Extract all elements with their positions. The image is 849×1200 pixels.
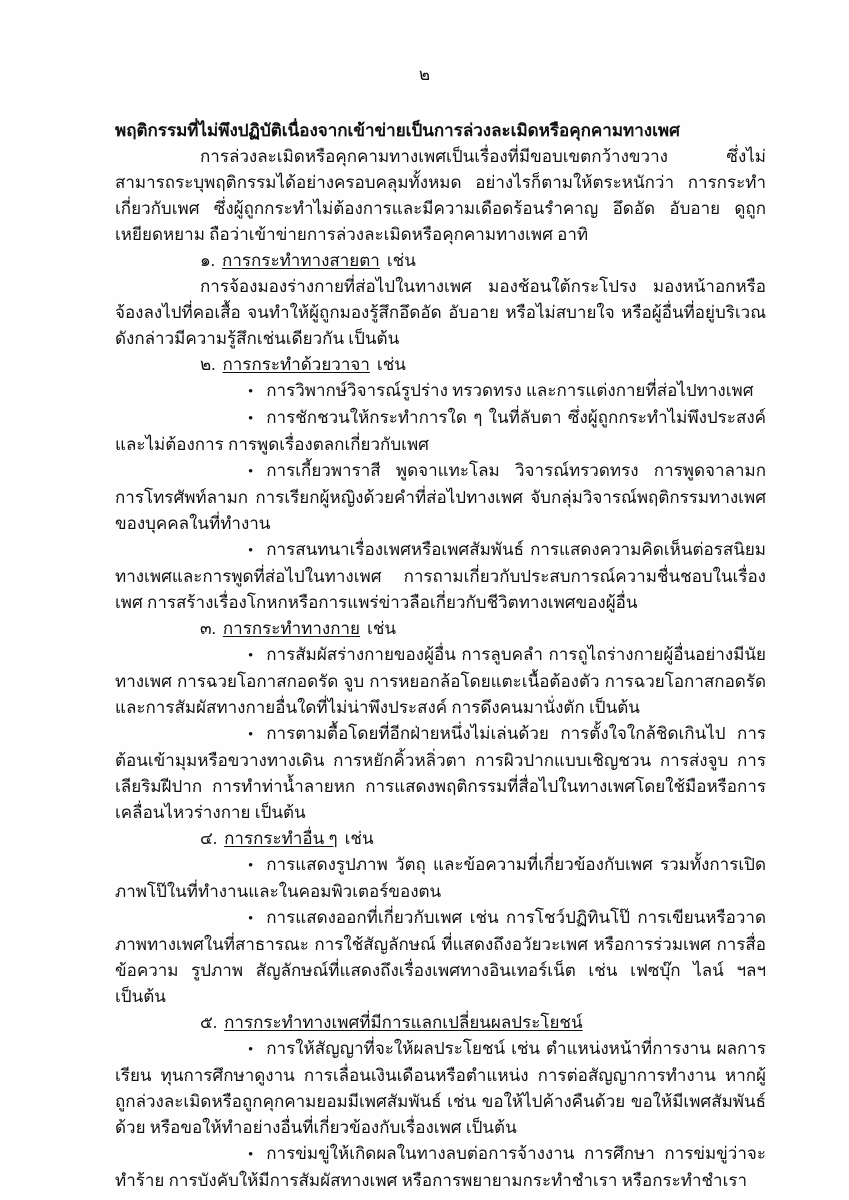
section-3-suffix: เช่น	[367, 619, 396, 638]
section-1-paragraph: การจ้องมองร่างกายที่ส่อไปในทางเพศ มองช้อนใต้กระโปรง มองหน้าอกหรือจ้องลงไปที่คอเสื้อ จนทำให้ผู้ถูกมองรู้สึกอึดอัด อับอาย หรือไม่สบายใจ หรือผู้อื่นที่อยู่บริเวณดังกล่าวมีความรู้สึกเช่นเดียวกัน เป็นต้น	[115, 277, 766, 348]
bullet-item	[115, 458, 766, 537]
bullet-item	[115, 1036, 766, 1141]
section-2-suffix: เช่น	[376, 355, 406, 374]
section-4-topic: การกระทำอื่น ๆ	[224, 829, 338, 848]
bullet-text: การแสดงรูปภาพ วัตถุ และข้อความที่เกี่ยวข้องกับเพศ รวมทั้งการเปิดภาพโป๊ในที่ทำงานและในคอมพิวเตอร์ของตน	[115, 855, 766, 901]
section-1-number: ๑.	[200, 251, 216, 270]
bullet-icon: •	[248, 411, 254, 427]
section-3-number: ๓.	[200, 619, 216, 638]
bullet-item	[115, 378, 766, 405]
bullet-icon: •	[248, 858, 254, 874]
bullet-item	[115, 537, 766, 616]
document-title: พฤติกรรมที่ไม่พึงปฏิบัติเนื่องจากเข้าข่ายเป็นการล่วงละเมิดหรือคุกคามทางเพศ	[115, 121, 680, 140]
bullet-text: การแสดงออกที่เกี่ยวกับเพศ เช่น การโชว์ปฏิทินโป๊ การเขียนหรือวาดภาพทางเพศในที่สาธารณะ การใช้สัญลักษณ์ ที่แสดงถึงอวัยวะเพศ หรือการร่วมเพศ การสื่อข้อความ รูปภาพ สัญลักษณ์ที่แสดงถึงเรื่องเพศทางอินเทอร์เน็ต เช่น เฟซบุ๊ก ไลน์ ฯลฯ เป็นต้น	[115, 908, 766, 1006]
bullet-icon: •	[248, 648, 254, 664]
section-1-heading	[115, 248, 766, 274]
bullet-text: การสัมผัสร่างกายของผู้อื่น การลูบคลำ การถูไถร่างกายผู้อื่นอย่างมีนัยทางเพศ การฉวยโอกาสกอดรัด จูบ การหยอกล้อโดยแตะเนื้อต้องตัว การฉวยโอกาสกอดรัด และการสัมผัสทางกายอื่นใดที่ไม่น่าพึงประสงค์ การดึงคนมานั่งตัก เป็นต้น	[115, 645, 766, 717]
bullet-item	[115, 405, 766, 458]
bullet-icon: •	[248, 384, 254, 400]
bullet-text: การเกี้ยวพาราสี พูดจาแทะโลม วิจารณ์ทรวดทรง การพูดจาลามก การโทรศัพท์ลามก การเรียกผู้หญิงด้วยคำที่ส่อไปทางเพศ จับกลุ่มวิจารณ์พฤติกรรมทางเพศของบุคคลในที่ทำงาน	[115, 461, 766, 533]
section-2-heading	[115, 352, 766, 378]
section-2-number: ๒.	[200, 355, 216, 374]
section-4-heading	[115, 826, 766, 852]
bullet-item	[115, 1141, 766, 1194]
bullet-item	[115, 642, 766, 721]
bullet-icon: •	[248, 464, 254, 480]
bullet-text: การข่มขู่ให้เกิดผลในทางลบต่อการจ้างงาน การศึกษา การข่มขู่ว่าจะทำร้าย การบังคับให้มีการสัมผัสทางเพศ หรือการพยายามกระทำชำเรา หรือกระทำชำเรา	[115, 1144, 766, 1190]
section-4-number: ๔.	[200, 829, 218, 848]
page-number: ๒	[418, 65, 431, 84]
section-4-suffix: เช่น	[344, 829, 374, 848]
section-3-topic: การกระทำทางกาย	[222, 619, 361, 638]
section-5-heading	[115, 1010, 766, 1036]
bullet-icon: •	[248, 727, 254, 743]
page-content	[115, 118, 766, 1194]
section-1-topic: การกระทำทางสายตา	[222, 251, 380, 270]
bullet-text: การชักชวนให้กระทำการใด ๆ ในที่ลับตา ซึ่งผู้ถูกกระทำไม่พึงประสงค์และไม่ต้องการ การพูดเรื่องตลกเกี่ยวกับเพศ	[115, 408, 766, 454]
bullet-text: การสนทนาเรื่องเพศหรือเพศสัมพันธ์ การแสดงความคิดเห็นต่อรสนิยมทางเพศและการพูดที่ส่อไปในทางเพศ การถามเกี่ยวกับประสบการณ์ความชื่นชอบในเรื่องเพศ การสร้างเรื่องโกหกหรือการแพร่ข่าวลือเกี่ยวกับชีวิตทางเพศของผู้อื่น	[115, 540, 766, 612]
bullet-item	[115, 905, 766, 1010]
bullet-icon: •	[248, 1147, 254, 1163]
bullet-item	[115, 852, 766, 905]
section-5-number: ๕.	[200, 1013, 218, 1032]
bullet-icon: •	[248, 911, 254, 927]
section-5-topic: การกระทำทางเพศที่มีการแลกเปลี่ยนผลประโยชน์	[224, 1013, 583, 1032]
bullet-item	[115, 721, 766, 826]
section-3-heading	[115, 616, 766, 642]
bullet-icon: •	[248, 543, 254, 559]
bullet-text: การวิพากษ์วิจารณ์รูปร่าง ทรวดทรง และการแต่งกายที่ส่อไปทางเพศ	[266, 381, 754, 400]
section-1-suffix: เช่น	[386, 251, 416, 270]
bullet-icon: •	[248, 1042, 254, 1058]
section-2-topic: การกระทำด้วยวาจา	[222, 355, 370, 374]
bullet-text: การตามตื้อโดยที่อีกฝ่ายหนึ่งไม่เล่นด้วย การตั้งใจใกล้ชิดเกินไป การต้อนเข้ามุมหรือขวางทางเดิน การหยักคิ้วหลิ่วตา การผิวปากแบบเชิญชวน การส่งจูบ การเลียริมฝีปาก การทำท่าน้ำลายหก การแสดงพฤติกรรมที่สื่อไปในทางเพศโดยใช้มือหรือการเคลื่อนไหวร่างกาย เป็นต้น	[115, 724, 766, 822]
bullet-text: การให้สัญญาที่จะให้ผลประโยชน์ เช่น ตำแหน่งหน้าที่การงาน ผลการเรียน ทุนการศึกษาดูงาน การเลื่อนเงินเดือนหรือตำแหน่ง การต่อสัญญาการทำงาน หากผู้ถูกล่วงละเมิดหรือถูกคุกคามยอมมีเพศสัมพันธ์ เช่น ขอให้ไปค้างคืนด้วย ขอให้มีเพศสัมพันธ์ด้วย หรือขอให้ทำอย่างอื่นที่เกี่ยวข้องกับเรื่องเพศ เป็นต้น	[115, 1039, 766, 1137]
intro-paragraph: การล่วงละเมิดหรือคุกคามทางเพศเป็นเรื่องที่มีขอบเขตกว้างขวาง ซึ่งไม่สามารถระบุพฤติกรรมได้อย่างครอบคลุมทั้งหมด อย่างไรก็ตามให้ตระหนักว่า การกระทำเกี่ยวกับเพศ ซึ่งผู้ถูกกระทำไม่ต้องการและมีความเดือดร้อนรำคาญ อึดอัด อับอาย ดูถูกเหยียดหยาม ถือว่าเข้าข่ายการล่วงละเมิดหรือคุกคามทางเพศ อาทิ	[115, 147, 766, 244]
